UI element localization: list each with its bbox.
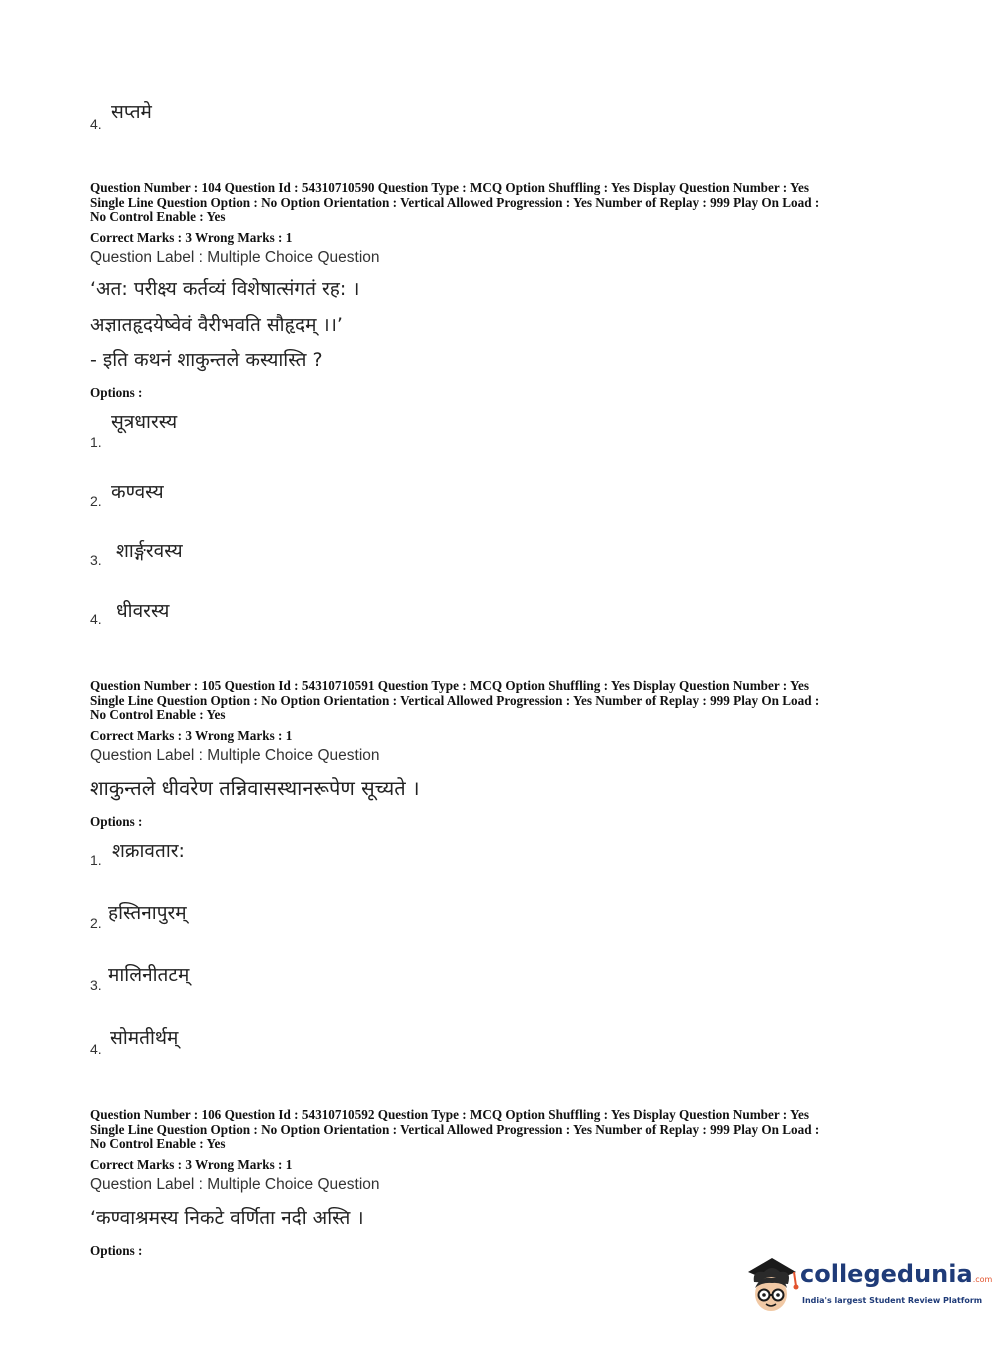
option-number: 1. (90, 434, 102, 450)
question-label: Question Label : Multiple Choice Question (90, 249, 380, 266)
question-meta-line: No Control Enable : Yes (90, 209, 226, 224)
question-marks: Correct Marks : 3 Wrong Marks : 1 (90, 728, 293, 743)
option-number: 2. (90, 493, 102, 509)
question-marks: Correct Marks : 3 Wrong Marks : 1 (90, 230, 293, 245)
question-meta-line: Single Line Question Option : No Option Orientation : Vertical Allowed Progression : Yes Number of Replay : 999 Play On Load : (90, 692, 820, 708)
option-text: धीवरस्य (116, 600, 170, 622)
option-text: मालिनीतटम् (108, 964, 190, 986)
brand-suffix: .com (972, 1275, 993, 1284)
option-number: 4. (90, 1041, 102, 1057)
brand-tagline: India's largest Student Review Platform (802, 1296, 983, 1305)
question-meta-line: Single Line Question Option : No Option Orientation : Vertical Allowed Progression : Yes Number of Replay : 999 Play On Load : (90, 194, 820, 210)
question-meta-line: Question Number : 105 Question Id : 54310710591 Question Type : MCQ Option Shuffling : Yes Display Question Number : Yes (90, 678, 810, 693)
question-text-line: अज्ञातहृदयेष्वेवं वैरीभवति सौहृदम् ।।’ (90, 314, 343, 336)
options-heading: Options : (90, 1243, 143, 1258)
question-text-line: - इति कथनं शाकुन्तले कस्यास्ति ? (90, 349, 323, 371)
options-heading: Options : (90, 385, 143, 400)
option-number: 3. (90, 552, 102, 568)
question-meta-line: No Control Enable : Yes (90, 1136, 226, 1151)
brand-name-text: collegedunia (800, 1260, 973, 1288)
question-text-line: ‘कण्वाश्रमस्य निकटे वर्णिता नदी अस्ति । (90, 1207, 364, 1229)
option-number: 3. (90, 977, 102, 993)
question-meta (90, 679, 920, 723)
option-text: सप्तमे (111, 101, 152, 123)
option-text: शार्ङ्गरवस्य (116, 540, 183, 562)
option-number: 4. (90, 116, 102, 132)
question-meta (90, 1108, 920, 1152)
option-text: सोमतीर्थम् (110, 1027, 179, 1049)
option-number: 1. (90, 852, 102, 868)
collegedunia-logo (742, 1252, 993, 1318)
mascot-icon (742, 1252, 800, 1318)
question-meta-line: Question Number : 104 Question Id : 54310710590 Question Type : MCQ Option Shuffling : Yes Display Question Number : Yes (90, 180, 810, 195)
question-text-line: ‘अत: परीक्ष्य कर्तव्यं विशेषात्संगतं रह: । (90, 278, 360, 300)
question-text-line: शाकुन्तले धीवरेण तन्निवासस्थानरूपेण सूच्यते । (90, 776, 420, 800)
option-text: शक्रावतार: (112, 840, 185, 862)
question-meta-line: No Control Enable : Yes (90, 707, 226, 722)
brand-name (800, 1260, 992, 1288)
question-meta (90, 181, 920, 225)
question-label: Question Label : Multiple Choice Question (90, 747, 380, 764)
option-text: कण्वस्य (111, 481, 164, 503)
option-text: सूत्रधारस्य (111, 411, 178, 433)
question-marks: Correct Marks : 3 Wrong Marks : 1 (90, 1157, 293, 1172)
option-number: 2. (90, 915, 102, 931)
question-label: Question Label : Multiple Choice Question (90, 1176, 380, 1193)
options-heading: Options : (90, 814, 143, 829)
option-number: 4. (90, 611, 102, 627)
question-meta-line: Question Number : 106 Question Id : 54310710592 Question Type : MCQ Option Shuffling : Yes Display Question Number : Yes (90, 1107, 810, 1122)
option-text: हस्तिनापुरम् (108, 902, 187, 924)
question-meta-line: Single Line Question Option : No Option Orientation : Vertical Allowed Progression : Yes Number of Replay : 999 Play On Load : (90, 1121, 820, 1137)
